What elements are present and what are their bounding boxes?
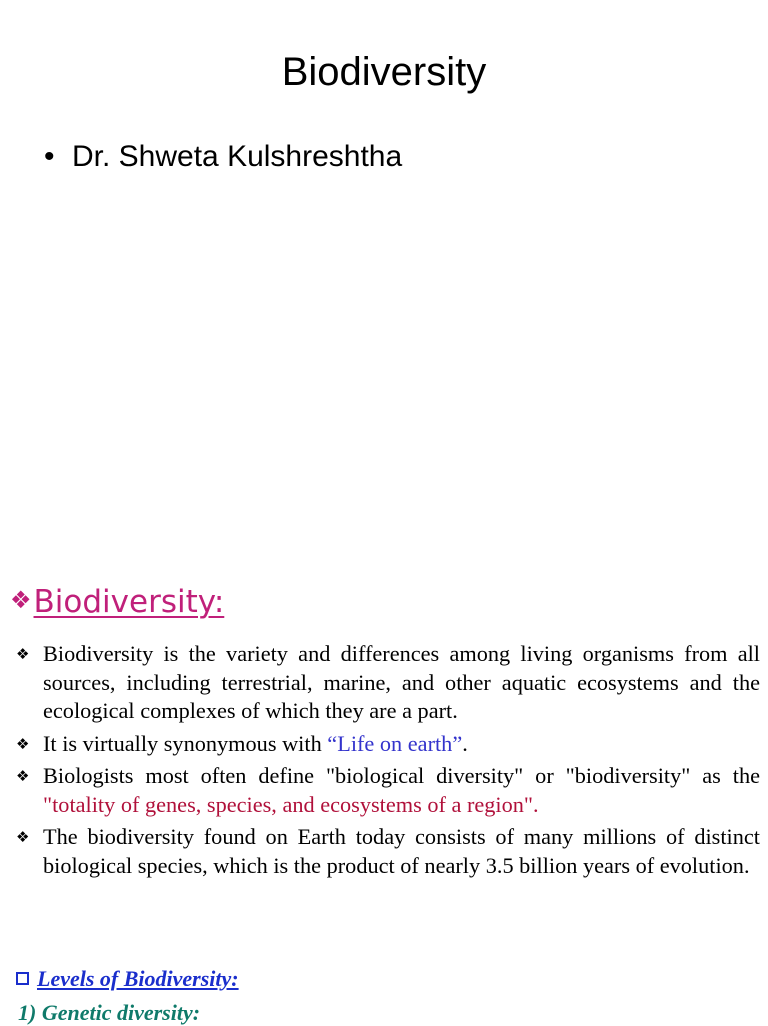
author-line <box>44 140 402 174</box>
genetic-diversity-heading: 1) Genetic diversity: <box>18 1000 201 1025</box>
author-name: Dr. Shweta Kulshreshtha <box>72 140 403 173</box>
checkbox-square-icon <box>16 972 29 985</box>
section-heading-text: Biodiversity: <box>33 584 225 620</box>
section-heading <box>10 584 224 620</box>
highlight-text: “Life on earth” <box>327 730 463 756</box>
list-item <box>16 823 760 880</box>
bullet-text: Biologists most often define "biological diversity" or "biodiversity" as the <box>43 763 760 788</box>
diamond-bullet-icon: ❖ <box>16 828 30 846</box>
bullet-text: Biodiversity is the variety and differences among living organisms from all sources, including terrestrial, marine, and other aquatic ecosystems and the ecological complexes of which they are a part. <box>43 641 760 723</box>
list-item <box>16 730 760 759</box>
bullet-list <box>16 640 760 884</box>
slide-title: Biodiversity <box>281 50 487 94</box>
highlight-text: "totality of genes, species, and ecosystems of a region" <box>43 791 534 817</box>
content-slide <box>0 580 768 1024</box>
diamond-bullet-icon: ❖ <box>16 645 30 663</box>
diamond-bullet-icon: ❖ <box>10 586 32 614</box>
list-item <box>16 640 760 726</box>
diamond-bullet-icon: ❖ <box>16 767 30 785</box>
bullet-text-end: . <box>462 730 468 756</box>
bullet-text: It is virtually synonymous with <box>43 730 328 756</box>
bullet-dot-icon: • <box>44 140 55 173</box>
bullet-text-end: . <box>533 791 539 817</box>
bullet-text: The biodiversity found on Earth today consists of many millions of distinct biological species, which is the product of nearly 3.5 billion years of evolution. <box>43 824 760 878</box>
diamond-bullet-icon: ❖ <box>16 734 30 753</box>
list-item <box>16 762 760 819</box>
levels-heading-text: Levels of Biodiversity: <box>37 966 239 991</box>
levels-heading <box>16 966 239 992</box>
